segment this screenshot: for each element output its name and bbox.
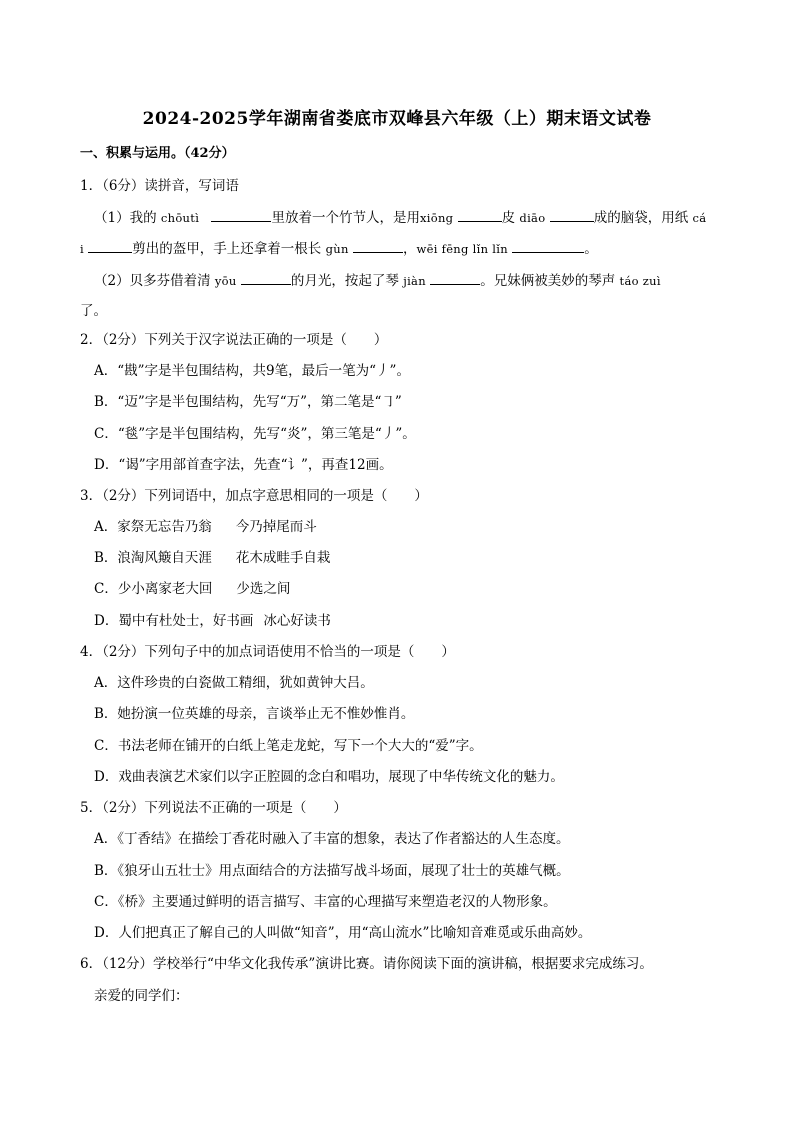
answer-blank[interactable] — [458, 207, 502, 222]
pinyin-xiong: xiōng — [419, 211, 454, 225]
question-4-option-c[interactable]: C．书法老师在铺开的白纸上笔走龙蛇，写下一个大大的“爱”字。 — [94, 738, 483, 754]
question-5-option-a[interactable]: A．《丁香结》在描绘丁香花时融入了丰富的想象，表达了作者豁达的人生态度。 — [94, 831, 570, 847]
question-2-stem: 2．（2分）下列关于汉字说法正确的一项是（ ） — [80, 332, 388, 348]
text: 了。 — [80, 303, 107, 319]
text: 皮 — [501, 210, 516, 226]
question-4-option-d[interactable]: D．戏曲表演艺术家们以字正腔圆的念白和唱功，展现了中华传统文化的魅力。 — [94, 769, 564, 785]
question-2-option-c[interactable]: C．“毯”字是半包围结构，先写“炎”，第三笔是“丿”。 — [94, 426, 416, 442]
question-3-stem: 3．（2分）下列词语中，加点字意思相同的一项是（ ） — [80, 488, 428, 504]
exam-title: 2024-2025学年湖南省娄底市双峰县六年级（上）期末语文试卷 — [142, 109, 652, 129]
answer-blank[interactable] — [211, 207, 271, 222]
question-3-option-a[interactable] — [94, 518, 317, 536]
text: （2）贝多芬借着清 — [94, 273, 211, 289]
question-5-stem: 5．（2分）下列说法不正确的一项是（ ） — [80, 800, 347, 816]
pinyin-gun: gùn — [325, 242, 349, 256]
question-5-option-b[interactable]: B．《狼牙山五壮士》用点面结合的方法描写战斗场面，展现了壮士的英雄气概。 — [94, 863, 570, 879]
option-text: A．家祭无忘告乃翁 — [94, 519, 212, 535]
question-4-option-a[interactable]: A．这件珍贵的白瓷做工精细，犹如黄钟大吕。 — [94, 675, 374, 691]
option-text: C．少小离家老大回 — [94, 581, 213, 597]
question-5-option-d[interactable]: D．人们把真正了解自己的人叫做“知音”，用“高山流水”比喻知音难觅或乐曲高妙。 — [94, 925, 592, 941]
text: 里放着一个竹节人，是用 — [271, 210, 420, 226]
pinyin-cai-part2: i — [80, 242, 84, 256]
pinyin-you: yōu — [214, 274, 237, 288]
question-1-part2-line1 — [94, 270, 661, 290]
question-5-option-c[interactable]: C．《桥》主要通过鲜明的语言描写、丰富的心理描写来塑造老汉的人物形象。 — [94, 894, 557, 910]
pinyin-weifenglinlin: wēi fēng lǐn lǐn — [416, 242, 508, 256]
question-1-part1-line1 — [94, 207, 706, 227]
question-4-option-b[interactable]: B．她扮演一位英雄的母亲，言谈举止无不惟妙惟肖。 — [94, 706, 415, 722]
question-3-option-c[interactable] — [94, 580, 290, 598]
text: ， — [402, 241, 417, 257]
text: 剪出的盔甲，手上还拿着一根长 — [132, 241, 322, 257]
question-1-part2-line2 — [80, 300, 107, 320]
pinyin-jian: jiàn — [403, 274, 426, 288]
text: （1）我的 — [94, 210, 157, 226]
question-3-option-d[interactable] — [94, 612, 331, 630]
answer-blank[interactable] — [430, 270, 480, 285]
question-4-stem: 4．（2分）下列句子中的加点词语使用不恰当的一项是（ ） — [80, 644, 455, 660]
pinyin-taozui: táo zuì — [619, 274, 661, 288]
question-1-stem: 1．（6分）读拼音，写词语 — [80, 178, 239, 194]
option-text: B．浪淘风簸自天涯 — [94, 550, 212, 566]
answer-blank[interactable] — [241, 270, 291, 285]
option-text: 花木成畦手自栽 — [235, 550, 331, 566]
option-text: 少选之间 — [236, 581, 291, 597]
question-3-option-b[interactable] — [94, 549, 330, 567]
question-2-option-a[interactable]: A．“戡”字是半包围结构，共9笔，最后一笔为“丿”。 — [94, 363, 410, 379]
answer-blank[interactable] — [353, 238, 403, 253]
option-text: D．蜀中有杜处士，好书画 — [94, 613, 254, 629]
question-2-option-b[interactable]: B．“迈”字是半包围结构，先写“万”，第二笔是“㇆” — [94, 394, 402, 410]
pinyin-cai-part1: cá — [692, 211, 707, 225]
pinyin-chouti: chōutì — [160, 211, 200, 225]
question-2-option-d[interactable]: D．“谒”字用部首查字法，先查“讠”，再查12画。 — [94, 457, 393, 473]
answer-blank[interactable] — [550, 207, 594, 222]
speech-greeting: 亲爱的同学们： — [94, 988, 189, 1004]
question-1-part1-line2 — [80, 238, 598, 258]
text: 的月光，按起了琴 — [290, 273, 399, 289]
text: 。兄妹俩被美妙的琴声 — [480, 273, 616, 289]
answer-blank[interactable] — [512, 238, 584, 253]
text: 。 — [584, 241, 598, 257]
question-6-stem: 6．（12分）学校举行“中华文化我传承”演讲比赛。请你阅读下面的演讲稿，根据要求完成练习。 — [80, 956, 653, 972]
option-text: 冰心好读书 — [263, 613, 331, 629]
answer-blank[interactable] — [88, 238, 132, 253]
option-text: 今乃掉尾而斗 — [235, 519, 317, 535]
text: 成的脑袋，用纸 — [593, 210, 689, 226]
section-heading: 一、积累与运用。（42分） — [80, 146, 235, 161]
pinyin-diao: diāo — [519, 211, 546, 225]
